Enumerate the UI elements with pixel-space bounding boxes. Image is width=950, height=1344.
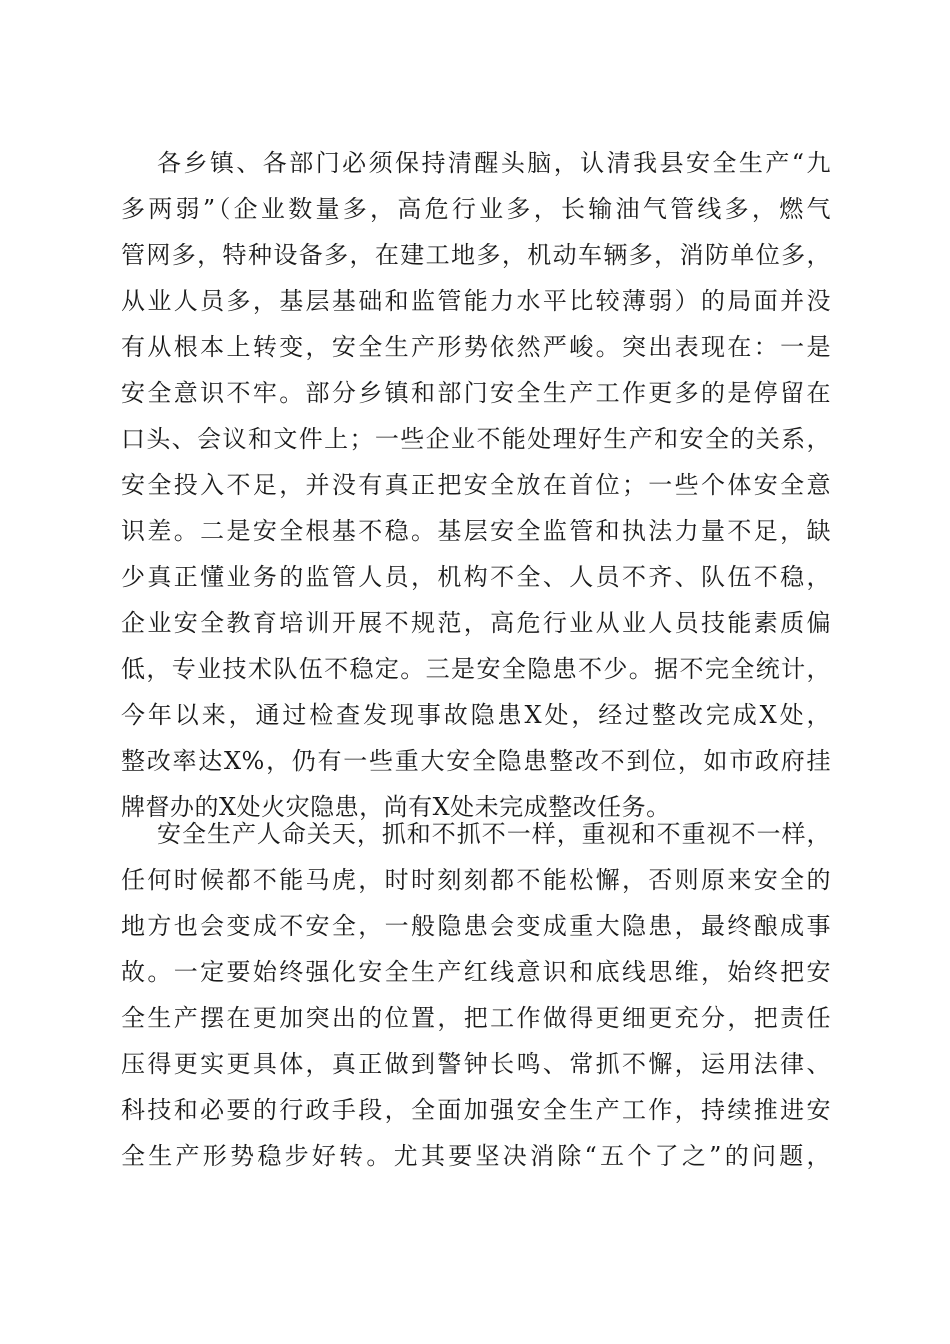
paragraph-line: 全生产形势稳步好转。尤其要坚决消除“五个了之”的问题， — [121, 1142, 831, 1170]
paragraph-line: 各乡镇、各部门必须保持清醒头脑，认清我县安全生产“九 — [157, 149, 831, 177]
paragraph-line: 管网多，特种设备多，在建工地多，机动车辆多，消防单位多， — [121, 241, 831, 269]
paragraph-line: 地方也会变成不安全，一般隐患会变成重大隐患，最终酿成事 — [121, 912, 831, 940]
paragraph-line: 安全生产人命关天，抓和不抓不一样，重视和不重视不一样， — [157, 820, 831, 848]
paragraph-line: 少真正懂业务的监管人员，机构不全、人员不齐、队伍不稳， — [121, 563, 831, 591]
paragraph-line: 从业人员多，基层基础和监管能力水平比较薄弱）的局面并没 — [121, 287, 831, 315]
paragraph-line: 识差。二是安全根基不稳。基层安全监管和执法力量不足，缺 — [121, 517, 831, 545]
paragraph-line: 科技和必要的行政手段，全面加强安全生产工作，持续推进安 — [121, 1096, 831, 1124]
paragraph-line: 多两弱”（企业数量多，高危行业多，长输油气管线多，燃气 — [121, 195, 831, 223]
paragraph-1 — [121, 140, 831, 830]
paragraph-line: 口头、会议和文件上；一些企业不能处理好生产和安全的关系， — [121, 425, 831, 453]
paragraph-line: 全生产摆在更加突出的位置，把工作做得更细更充分，把责任 — [121, 1004, 831, 1032]
paragraph-line: 任何时候都不能马虎，时时刻刻都不能松懈，否则原来安全的 — [121, 866, 831, 894]
paragraph-line: 安全意识不牢。部分乡镇和部门安全生产工作更多的是停留在 — [121, 379, 831, 407]
paragraph-line: 有从根本上转变，安全生产形势依然严峻。突出表现在：一是 — [121, 333, 831, 361]
paragraph-line: 安全投入不足，并没有真正把安全放在首位；一些个体安全意 — [121, 471, 831, 499]
paragraph-line: 故。一定要始终强化安全生产红线意识和底线思维，始终把安 — [121, 958, 831, 986]
paragraph-line: 压得更实更具体，真正做到警钟长鸣、常抓不懈，运用法律、 — [121, 1050, 831, 1078]
paragraph-line: 整改率达X%，仍有一些重大安全隐患整改不到位，如市政府挂 — [121, 747, 831, 775]
paragraph-line: 牌督办的X处火灾隐患，尚有X处未完成整改任务。 — [121, 793, 671, 821]
paragraph-line: 低，专业技术队伍不稳定。三是安全隐患不少。据不完全统计， — [121, 655, 831, 683]
paragraph-line: 今年以来，通过检查发现事故隐患X处，经过整改完成X处， — [121, 701, 831, 729]
paragraph-2 — [121, 811, 831, 1179]
paragraph-line: 企业安全教育培训开展不规范，高危行业从业人员技能素质偏 — [121, 609, 831, 637]
